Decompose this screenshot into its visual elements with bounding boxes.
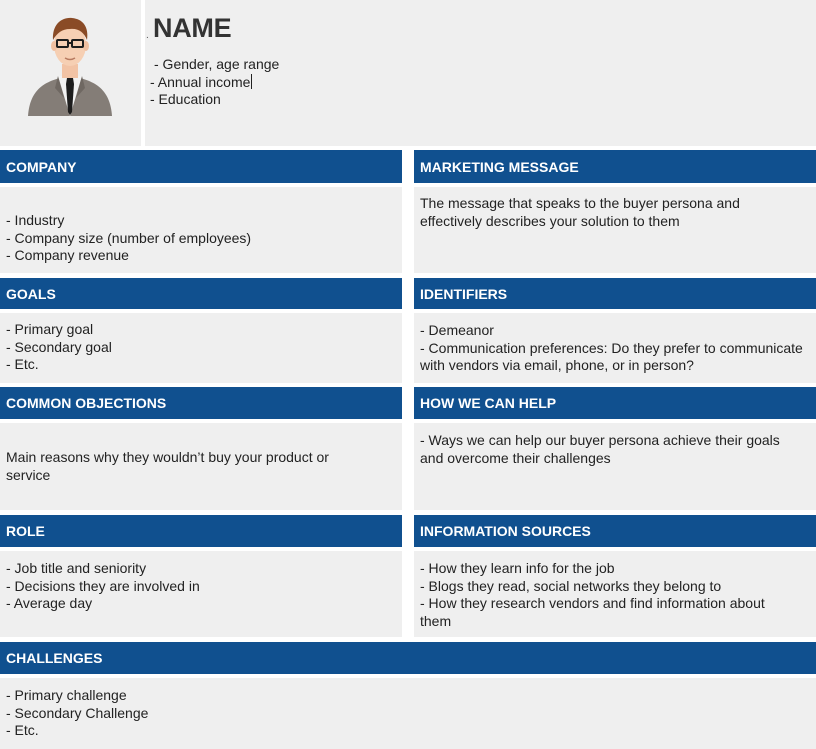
how-we-can-help-header: HOW WE CAN HELP (414, 387, 816, 419)
list-item: - How they learn info for the job (420, 560, 615, 576)
list-item: - Etc. (6, 722, 39, 739)
challenges-header: CHALLENGES (0, 642, 816, 674)
list-item: - Decisions they are involved in (6, 577, 200, 594)
list-item: - Primary goal (6, 321, 94, 337)
list-item: - Average day (6, 595, 93, 612)
goals-body[interactable] (0, 313, 402, 383)
common-objections-header: COMMON OBJECTIONS (0, 387, 402, 419)
company-body[interactable] (0, 187, 402, 273)
marketing-message-header: MARKETING MESSAGE (414, 150, 816, 183)
how-we-can-help-text: - Ways we can help our buyer persona achieve their goals and overcome their challenges (420, 432, 780, 466)
persona-details[interactable] (150, 56, 279, 109)
common-objections-text: Main reasons why they wouldn’t buy your product or service (6, 449, 329, 483)
how-we-can-help-body[interactable] (414, 423, 816, 510)
marketing-message-body[interactable] (414, 187, 816, 273)
list-item: - Communication preferences: Do they prefer to communicate with vendors via email, phone, or in person? (420, 339, 803, 374)
list-item: - Demeanor (420, 322, 494, 338)
identifiers-header: IDENTIFIERS (414, 278, 816, 309)
avatar-panel (0, 0, 141, 146)
list-item: - Blogs they read, social networks they belong to (420, 577, 722, 594)
list-item: - Industry (6, 212, 65, 228)
text-caret (251, 74, 252, 89)
information-sources-body[interactable] (414, 551, 816, 637)
persona-detail-income: - Annual income (150, 73, 251, 90)
list-item: - Etc. (6, 356, 39, 373)
marketing-message-text: The message that speaks to the buyer persona and effectively describes your solution to them (420, 195, 740, 229)
list-item: - Secondary Challenge (6, 704, 149, 721)
goals-header: GOALS (0, 278, 402, 309)
information-sources-header: INFORMATION SOURCES (414, 515, 816, 547)
businessman-avatar-icon (0, 0, 141, 146)
common-objections-body[interactable] (0, 423, 402, 510)
challenges-body[interactable] (0, 678, 816, 749)
persona-detail-gender: - Gender, age range (154, 56, 280, 72)
role-body[interactable] (0, 551, 402, 637)
list-item: - Company revenue (6, 247, 129, 264)
persona-name[interactable]: NAME (153, 13, 232, 43)
identifiers-body[interactable] (414, 313, 816, 383)
text-cursor-mark: . (146, 30, 149, 41)
list-item: - How they research vendors and find information about them (420, 595, 765, 629)
persona-detail-education: - Education (150, 91, 221, 108)
list-item: - Secondary goal (6, 338, 112, 355)
list-item: - Company size (number of employees) (6, 229, 252, 246)
list-item: - Job title and seniority (6, 560, 147, 576)
company-header: COMPANY (0, 150, 402, 183)
role-header: ROLE (0, 515, 402, 547)
list-item: - Primary challenge (6, 687, 127, 703)
